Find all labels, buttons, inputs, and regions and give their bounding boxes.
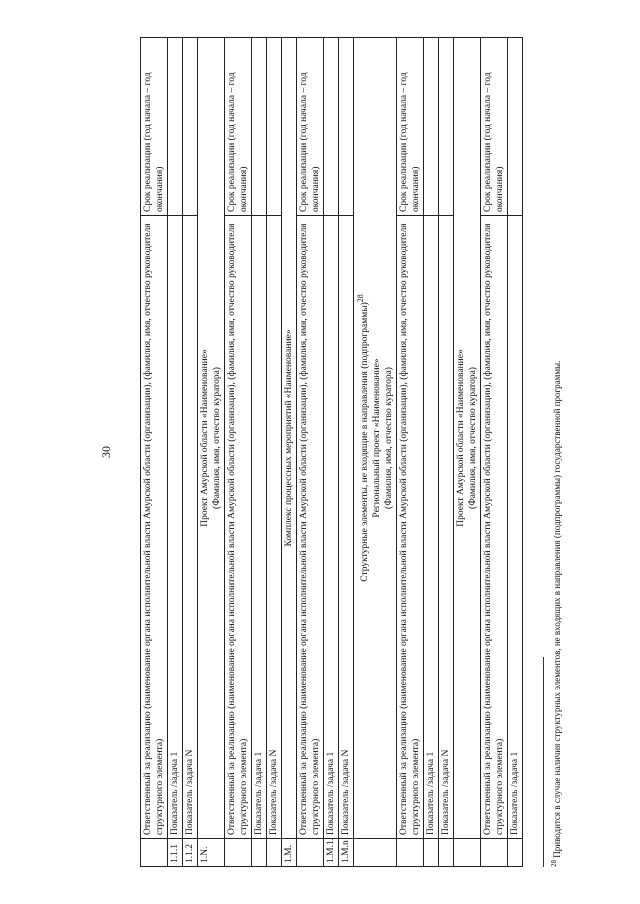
responsible-cell: Ответственный за реализацию (наименование органа исполнительной власти Амурской области (организации), (фамилия, имя, отчество руководителя структурного элемента) <box>225 216 252 839</box>
table-cell <box>397 839 424 867</box>
table-cell <box>508 38 523 216</box>
table-row <box>354 38 397 867</box>
table-cell <box>508 839 523 867</box>
table-cell <box>183 38 198 216</box>
row-code: 1.1.1 <box>168 839 183 867</box>
table-row <box>198 38 225 867</box>
section-title: Проект Амурской области «Наименование» <box>200 349 210 527</box>
section-subtitle: (Фамилия, имя, отчество куратора) <box>212 367 222 509</box>
regional-title: Региональный проект «Наименование» <box>372 358 383 518</box>
term-cell: Срок реализации (год начала – год окончания) <box>141 38 168 216</box>
table-cell <box>439 38 454 216</box>
table-row <box>481 38 508 867</box>
section-title: Проект Амурской области «Наименование» <box>456 349 467 527</box>
term-cell: Срок реализации (год начала – год окончания) <box>297 38 324 216</box>
table-cell <box>339 38 354 216</box>
table-row <box>508 38 523 867</box>
table-row <box>168 38 183 867</box>
responsible-cell: Ответственный за реализацию (наименование органа исполнительной власти Амурской области (организации), (фамилия, имя, отчество руководителя структурного элемента) <box>397 216 424 839</box>
indicator-cell: Показатель /задача 1 <box>508 216 523 839</box>
table-cell <box>252 839 267 867</box>
table-cell <box>481 839 508 867</box>
table-cell <box>168 38 183 216</box>
table-cell <box>267 38 282 216</box>
term-cell: Срок реализации (год начала – год окончания) <box>397 38 424 216</box>
structure-table <box>140 37 523 867</box>
table-row <box>324 38 339 867</box>
indicator-cell: Показатель /задача 1 <box>324 216 339 839</box>
indicator-cell: Показатель /задача 1 <box>252 216 267 839</box>
section-header <box>354 38 397 839</box>
table-row <box>454 38 481 867</box>
row-code: 1.M.n <box>339 839 354 867</box>
table-cell <box>439 839 454 867</box>
section-header <box>198 38 225 839</box>
table-row <box>252 38 267 867</box>
table-row <box>397 38 424 867</box>
section-subtitle: (Фамилия, имя, отчество куратора) <box>468 367 479 509</box>
row-code: 1.N. <box>198 839 225 867</box>
indicator-cell: Показатель /задача N <box>339 216 354 839</box>
table-row <box>267 38 282 867</box>
section-title: Комплекс процессных мероприятий «Наименование» <box>282 38 297 839</box>
table-row <box>424 38 439 867</box>
indicator-cell: Показатель /задача N <box>183 216 198 839</box>
table-cell <box>454 839 481 867</box>
footnote-text: Приводится в случае наличия структурных элементов, не входящих в направления (подпрограммы) государственной программы. <box>552 360 562 858</box>
table-cell <box>424 839 439 867</box>
table-cell <box>297 839 324 867</box>
footnote-number: 28 <box>550 860 558 867</box>
term-cell: Срок реализации (год начала – год окончания) <box>481 38 508 216</box>
section-subtitle: (Фамилия, имя, отчество куратора) <box>384 367 395 509</box>
row-code: 1.1.2 <box>183 839 198 867</box>
table-cell <box>324 38 339 216</box>
footnote <box>550 37 562 867</box>
responsible-cell: Ответственный за реализацию (наименование органа исполнительной власти Амурской области (организации), (фамилия, имя, отчество руководителя структурного элемента) <box>481 216 508 839</box>
table-cell <box>225 839 252 867</box>
section-title: Структурные элементы, не входящие в направления (подпрограммы)$^{28}$ <box>356 294 371 582</box>
table-cell <box>141 839 168 867</box>
table-row <box>282 38 297 867</box>
term-cell: Срок реализации (год начала – год окончания) <box>225 38 252 216</box>
row-code: 1.M. <box>282 839 297 867</box>
table-row <box>297 38 324 867</box>
table-row <box>439 38 454 867</box>
rotated-sheet <box>85 37 595 867</box>
page-number: 30 <box>99 446 113 458</box>
responsible-cell: Ответственный за реализацию (наименование органа исполнительной власти Амурской области (организации), (фамилия, имя, отчество руководителя структурного элемента) <box>141 216 168 839</box>
row-code: 1.M.1. <box>324 839 339 867</box>
section-header <box>454 38 481 839</box>
indicator-cell: Показатель /задача N <box>439 216 454 839</box>
table-row <box>183 38 198 867</box>
table-row <box>141 38 168 867</box>
responsible-cell: Ответственный за реализацию (наименование органа исполнительной власти Амурской области (организации), (фамилия, имя, отчество руководителя структурного элемента) <box>297 216 324 839</box>
indicator-cell: Показатель /задача N <box>267 216 282 839</box>
table-cell <box>267 839 282 867</box>
indicator-cell: Показатель /задача 1 <box>424 216 439 839</box>
table-cell <box>424 38 439 216</box>
table-row <box>225 38 252 867</box>
footnote-divider <box>543 657 544 867</box>
indicator-cell: Показатель /задача 1 <box>168 216 183 839</box>
table-cell <box>252 38 267 216</box>
table-cell <box>354 839 397 867</box>
table-row <box>339 38 354 867</box>
